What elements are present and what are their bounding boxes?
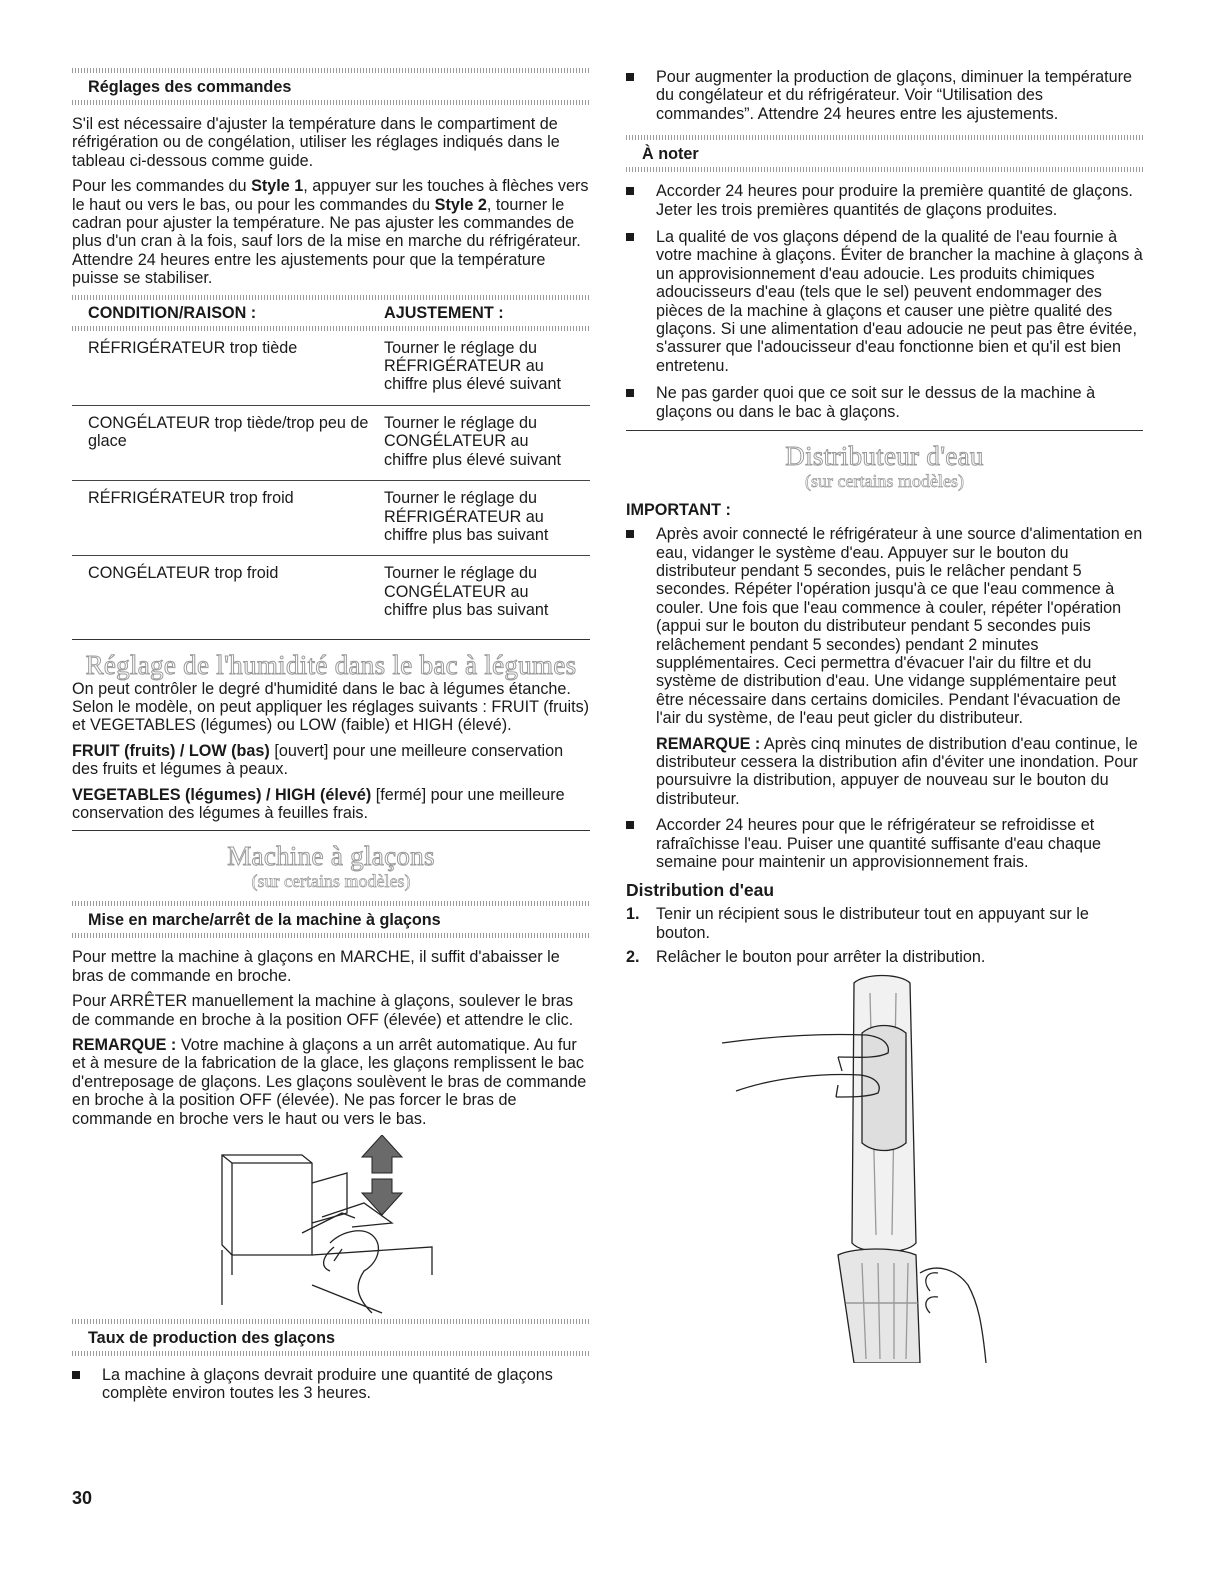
section-divider <box>72 100 590 105</box>
icemaker-section-subtitle: (sur certains modèles) <box>251 871 411 892</box>
condition-cell: CONGÉLATEUR trop tiède/trop peu de glace <box>88 413 369 451</box>
left-column <box>72 68 590 1412</box>
important-bullet-list-2 <box>626 816 1143 871</box>
icemaker-rate-heading: Taux de production des glaçons <box>88 1329 336 1348</box>
adjustment-table <box>72 295 590 631</box>
icemaker-on-text: Pour mettre la machine à glaçons en MARCHE, il suffit d'abaisser le bras de commande en broche. <box>72 948 560 985</box>
section-divider <box>72 1351 590 1356</box>
list-item: La qualité de vos glaçons dépend de la qualité de l'eau fournie à votre machine à glaçons. Éviter de brancher la machine à glaçons à un approvisionnement d'eau adoucie. Les produits chimiques adoucisseurs d'eau (tels que le sel) peuvent endommager des pièces de la machine à glaçons et causer une piètre qualité des glaçons. Si une alimentation d'eau adoucie ne peut pas être évitée, s'assurer que l'adoucisseur d'eau fonctionne bien et qu'il est bien entretenu. <box>626 228 1143 375</box>
icemaker-arm-illustration <box>72 1135 590 1315</box>
list-item: La machine à glaçons devrait produire une quantité de glaçons complète environ toutes les 3 heures. <box>72 1366 590 1403</box>
table-row <box>72 556 590 630</box>
table-header <box>72 300 590 326</box>
note-heading: À noter <box>642 145 699 164</box>
list-item: Après avoir connecté le réfrigérateur à une source d'alimentation en eau, vidanger le système d'eau. Appuyer sur le bouton du distributeur pendant 5 secondes, puis le relâcher pendant 5 secondes. Répéter l'opération jusqu'à ce que l'eau commence à couler. Une fois que l'eau commence à couler, répéter l'opération (appui sur le bouton du distributeur pendant 5 secondes puis relâchement pendant 5 secondes) pendant 2 minutes supplémentaires. Ceci permettra d'évacuer l'air du filtre et du système de distribution d'eau. Une vidange supplémentaire peut être nécessaire dans certains domiciles. Pendant l'évacuation de l'air du système, de l'eau peut gicler du distributeur. <box>626 525 1143 727</box>
section-rule <box>626 430 1143 431</box>
dispenser-section-title: Distributeur d'eau <box>785 441 984 472</box>
rate-bullet-list-continued <box>626 68 1143 123</box>
humidity-section-title: Réglage de l'humidité dans le bac à légumes <box>85 649 577 680</box>
distribution-heading: Distribution d'eau <box>626 880 775 901</box>
list-item: Pour augmenter la production de glaçons, diminuer la température du congélateur et du réfrigérateur. Voir “Utilisation des commandes”. Attendre 24 heures entre les ajustements. <box>626 68 1143 123</box>
down-arrow-icon <box>362 1179 402 1215</box>
column-header-condition: CONDITION/RAISON : <box>88 303 257 322</box>
adjustment-cell: Tourner le réglage du CONGÉLATEUR au chiffre plus élevé suivant <box>384 413 561 469</box>
table-row <box>72 331 590 406</box>
condition-cell: RÉFRIGÉRATEUR trop tiède <box>88 338 298 357</box>
list-item: 2. Relâcher le bouton pour arrêter la distribution. <box>626 948 986 967</box>
icemaker-section-title: Machine à glaçons <box>227 841 435 872</box>
adjustment-cell: Tourner le réglage du CONGÉLATEUR au chiffre plus bas suivant <box>384 564 549 620</box>
list-item: Accorder 24 heures pour produire la première quantité de glaçons. Jeter les trois premières quantités de glaçons produites. <box>626 182 1143 219</box>
list-item: Accorder 24 heures pour que le réfrigérateur se refroidisse et rafraîchisse l'eau. Puiser une quantité suffisante d'eau chaque semaine pour maintenir un approvisionnement frais. <box>626 816 1143 871</box>
controls-style-paragraph: Pour les commandes du Style 1, appuyer sur les touches à flèches vers le haut ou vers le bas, ou pour les commandes du Style 2, tourner le cadran pour ajuster la température. Ne pas ajuster les commandes de plus d'un cran à la fois, sauf lors de la mise en marche du réfrigérateur. Attendre 24 heures entre les ajustements pour que la température puisse se stabiliser. <box>72 177 589 288</box>
rate-bullet-list <box>72 1366 590 1403</box>
column-header-adjustment: AJUSTEMENT : <box>384 303 504 322</box>
dispenser-remark: REMARQUE : Après cinq minutes de distribution d'eau continue, le distributeur cessera la distribution afin d'éviter une inondation. Pour poursuivre la distribution, appuyer de nouveau sur le bouton du distributeur. <box>656 734 1138 808</box>
section-divider <box>626 167 1143 172</box>
section-divider <box>72 933 590 938</box>
section-rule <box>72 639 590 640</box>
condition-cell: RÉFRIGÉRATEUR trop froid <box>88 489 294 508</box>
controls-intro: S'il est nécessaire d'ajuster la température dans le compartiment de réfrigération ou de congélation, utiliser les réglages indiqués dans le tableau ci-dessous comme guide. <box>72 115 560 170</box>
icemaker-off-text: Pour ARRÊTER manuellement la machine à glaçons, soulever le bras de commande en broche à la position OFF (élevée) et attendre le clic. <box>72 992 574 1029</box>
note-bullet-list <box>626 182 1143 421</box>
humidity-vegetables: VEGETABLES (légumes) / HIGH (élevé) [fermé] pour une meilleure conservation des légumes à feuilles frais. <box>72 785 565 822</box>
adjustment-cell: Tourner le réglage du RÉFRIGÉRATEUR au chiffre plus bas suivant <box>384 489 549 544</box>
list-item: Ne pas garder quoi que ce soit sur le dessus de la machine à glaçons ou dans le bac à glaçons. <box>626 384 1143 421</box>
right-column <box>626 68 1143 1363</box>
humidity-intro: On peut contrôler le degré d'humidité dans le bac à légumes étanche. Selon le modèle, on peut appliquer les réglages suivants : FRUIT (fruits) et VEGETABLES (légumes) ou LOW (faible) et HIGH (élevé). <box>72 679 590 735</box>
condition-cell: CONGÉLATEUR trop froid <box>88 564 279 583</box>
dispenser-section-subtitle: (sur certains modèles) <box>805 471 964 492</box>
important-label: IMPORTANT : <box>626 501 731 520</box>
list-item: 1. Tenir un récipient sous le distributeur tout en appuyant sur le bouton. <box>626 905 1089 942</box>
up-arrow-icon <box>362 1135 402 1173</box>
page-number: 30 <box>72 1488 93 1508</box>
icemaker-onoff-heading: Mise en marche/arrêt de la machine à glaçons <box>88 911 441 930</box>
controls-heading: Réglages des commandes <box>88 78 292 96</box>
icemaker-remark: REMARQUE : Votre machine à glaçons a un arrêt automatique. Au fur et à mesure de la fabrication de la glace, les glaçons remplissent le bac d'entreposage de glaçons. Les glaçons soulèvent le bras de commande en broche à la position OFF (élevée). Ne pas forcer le bras de commande en broche vers le haut ou vers le bas. <box>72 1036 587 1128</box>
adjustment-cell: Tourner le réglage du RÉFRIGÉRATEUR au chiffre plus élevé suivant <box>384 338 561 394</box>
table-row <box>72 481 590 556</box>
distribution-steps <box>626 905 1143 966</box>
humidity-fruit: FRUIT (fruits) / LOW (bas) [ouvert] pour une meilleure conservation des fruits et légumes à peaux. <box>72 741 564 779</box>
important-bullet-list <box>626 525 1143 727</box>
section-rule <box>72 830 590 831</box>
water-dispenser-illustration <box>626 973 1143 1363</box>
table-row <box>72 406 590 481</box>
